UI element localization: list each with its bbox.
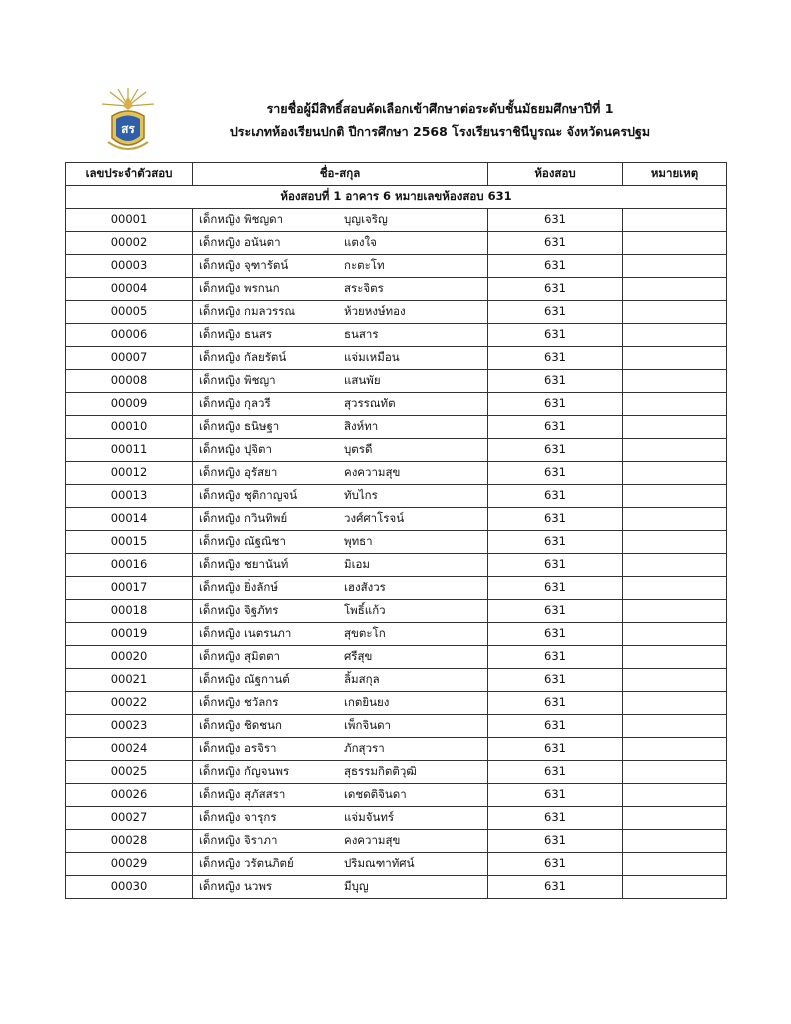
last-name: แตงใจ — [344, 235, 377, 250]
name-prefix: เด็กหญิง — [199, 672, 241, 687]
student-name-cell — [193, 485, 488, 508]
column-header-remark: หมายเหตุ — [623, 163, 727, 186]
name-prefix: เด็กหญิง — [199, 603, 241, 618]
table-row — [66, 416, 727, 439]
exam-room-cell: 631 — [488, 784, 623, 807]
exam-room-cell: 631 — [488, 761, 623, 784]
student-name-cell — [193, 577, 488, 600]
exam-id-cell: 00027 — [66, 807, 193, 830]
last-name: เฮงสังวร — [344, 580, 386, 595]
last-name: เดชดติจินดา — [344, 787, 407, 802]
remark-cell — [623, 830, 727, 853]
student-name-cell — [193, 209, 488, 232]
exam-room-cell: 631 — [488, 738, 623, 761]
student-name-cell — [193, 416, 488, 439]
column-header-exam-id: เลขประจำตัวสอบ — [66, 163, 193, 186]
name-prefix: เด็กหญิง — [199, 741, 241, 756]
name-prefix: เด็กหญิง — [199, 488, 241, 503]
last-name: ห้วยหงษ์ทอง — [344, 304, 406, 319]
exam-id-cell: 00015 — [66, 531, 193, 554]
first-name: อรจิรา — [244, 741, 277, 756]
exam-room-cell: 631 — [488, 278, 623, 301]
table-header-row — [66, 163, 727, 186]
last-name: คงความสุข — [344, 833, 401, 848]
table-row — [66, 830, 727, 853]
name-prefix: เด็กหญิง — [199, 787, 241, 802]
exam-id-cell: 00011 — [66, 439, 193, 462]
last-name: ทับไกร — [344, 488, 378, 503]
last-name: สุวรรณทัต — [344, 396, 396, 411]
first-name: กุลวรี — [244, 396, 271, 411]
last-name: แจ่มจันทร์ — [344, 810, 395, 825]
column-header-room: ห้องสอบ — [488, 163, 623, 186]
remark-cell — [623, 738, 727, 761]
remark-cell — [623, 255, 727, 278]
table-row — [66, 761, 727, 784]
first-name: พรกนก — [244, 281, 280, 296]
student-name-cell — [193, 370, 488, 393]
school-emblem-icon — [98, 86, 158, 158]
table-row — [66, 876, 727, 899]
last-name: ศรีสุข — [344, 649, 373, 664]
name-prefix: เด็กหญิง — [199, 626, 241, 641]
student-name-cell — [193, 646, 488, 669]
student-name-cell — [193, 439, 488, 462]
remark-cell — [623, 646, 727, 669]
student-name-cell — [193, 623, 488, 646]
exam-id-cell: 00022 — [66, 692, 193, 715]
exam-room-cell: 631 — [488, 830, 623, 853]
table-row — [66, 577, 727, 600]
student-name-cell — [193, 531, 488, 554]
table-row — [66, 784, 727, 807]
table-row — [66, 278, 727, 301]
student-name-cell — [193, 807, 488, 830]
name-prefix: เด็กหญิง — [199, 879, 241, 894]
table-row — [66, 301, 727, 324]
column-header-name: ชื่อ-สกุล — [193, 163, 488, 186]
header-title-line2: ประเภทห้องเรียนปกติ ปีการศึกษา 2568 โรงเรียนราชินีบูรณะ จังหวัดนครปฐม — [229, 124, 651, 139]
student-name-cell — [193, 462, 488, 485]
table-row — [66, 209, 727, 232]
first-name: สุภัสสรา — [244, 787, 286, 802]
exam-id-cell: 00013 — [66, 485, 193, 508]
first-name: ชิดชนก — [244, 718, 282, 733]
last-name: บุญเจริญ — [344, 212, 388, 227]
exam-room-cell: 631 — [488, 531, 623, 554]
exam-id-cell: 00024 — [66, 738, 193, 761]
last-name: สระจิตร — [344, 281, 384, 296]
exam-room-cell: 631 — [488, 324, 623, 347]
remark-cell — [623, 485, 727, 508]
name-prefix: เด็กหญิง — [199, 419, 241, 434]
table-row — [66, 439, 727, 462]
last-name: เกตยินยง — [344, 695, 390, 710]
exam-id-cell: 00017 — [66, 577, 193, 600]
last-name: โพธิ์แก้ว — [344, 603, 386, 618]
first-name: ณัฐกานต์ — [244, 672, 290, 687]
exam-room-cell: 631 — [488, 416, 623, 439]
remark-cell — [623, 462, 727, 485]
student-name-cell — [193, 554, 488, 577]
last-name: สุธรรมกิตติวุฒิ — [344, 764, 417, 779]
table-row — [66, 554, 727, 577]
name-prefix: เด็กหญิง — [199, 465, 241, 480]
student-name-cell — [193, 669, 488, 692]
first-name: ยิ่งลักษ์ — [244, 580, 278, 595]
name-prefix: เด็กหญิง — [199, 327, 241, 342]
remark-cell — [623, 439, 727, 462]
last-name: ธนสาร — [344, 327, 379, 342]
exam-id-cell: 00001 — [66, 209, 193, 232]
remark-cell — [623, 370, 727, 393]
exam-room-cell: 631 — [488, 669, 623, 692]
student-name-cell — [193, 784, 488, 807]
student-name-cell — [193, 255, 488, 278]
remark-cell — [623, 577, 727, 600]
name-prefix: เด็กหญิง — [199, 373, 241, 388]
student-name-cell — [193, 876, 488, 899]
student-name-cell — [193, 738, 488, 761]
name-prefix: เด็กหญิง — [199, 557, 241, 572]
exam-id-cell: 00005 — [66, 301, 193, 324]
exam-room-cell: 631 — [488, 600, 623, 623]
table-row — [66, 646, 727, 669]
table-row — [66, 692, 727, 715]
table-row — [66, 623, 727, 646]
remark-cell — [623, 876, 727, 899]
exam-room-cell: 631 — [488, 370, 623, 393]
first-name: พิชญดา — [244, 212, 284, 227]
first-name: ปุจิตา — [244, 442, 272, 457]
first-name: วรัตนภิตย์ — [244, 856, 294, 871]
first-name: ณัฐณิชา — [244, 534, 286, 549]
exam-room-cell: 631 — [488, 485, 623, 508]
exam-id-cell: 00018 — [66, 600, 193, 623]
first-name: จารุกร — [244, 810, 277, 825]
exam-id-cell: 00008 — [66, 370, 193, 393]
last-name: คงความสุข — [344, 465, 401, 480]
first-name: กัญจนพร — [244, 764, 290, 779]
table-row — [66, 324, 727, 347]
name-prefix: เด็กหญิง — [199, 258, 241, 273]
header-title-line1: รายชื่อผู้มีสิทธิ์สอบคัดเลือกเข้าศึกษาต่อระดับชั้นมัธยมศึกษาปีที่ 1 — [266, 101, 614, 116]
remark-cell — [623, 232, 727, 255]
student-name-cell — [193, 232, 488, 255]
exam-id-cell: 00006 — [66, 324, 193, 347]
first-name: สุมิตตา — [244, 649, 280, 664]
remark-cell — [623, 416, 727, 439]
first-name: อุรัสยา — [244, 465, 278, 480]
last-name: พุทธา — [344, 534, 373, 549]
table-row — [66, 347, 727, 370]
exam-id-cell: 00016 — [66, 554, 193, 577]
student-name-cell — [193, 715, 488, 738]
remark-cell — [623, 531, 727, 554]
name-prefix: เด็กหญิง — [199, 350, 241, 365]
svg-text:สร: สร — [121, 122, 135, 136]
exam-room-cell: 631 — [488, 577, 623, 600]
last-name: เพ็กจินดา — [344, 718, 391, 733]
first-name: ชยานันท์ — [244, 557, 289, 572]
exam-room-cell: 631 — [488, 393, 623, 416]
student-name-cell — [193, 278, 488, 301]
name-prefix: เด็กหญิง — [199, 580, 241, 595]
remark-cell — [623, 508, 727, 531]
exam-room-cell: 631 — [488, 807, 623, 830]
first-name: ชวัลกร — [244, 695, 279, 710]
first-name: ธนิษฐา — [244, 419, 280, 434]
exam-room-cell: 631 — [488, 554, 623, 577]
exam-id-cell: 00026 — [66, 784, 193, 807]
student-name-cell — [193, 692, 488, 715]
exam-id-cell: 00023 — [66, 715, 193, 738]
room-title: ห้องสอบที่ 1 อาคาร 6 หมายเลขห้องสอบ 631 — [66, 186, 727, 209]
first-name: กวินทิพย์ — [244, 511, 288, 526]
last-name: แสนพัย — [344, 373, 381, 388]
exam-id-cell: 00007 — [66, 347, 193, 370]
exam-id-cell: 00012 — [66, 462, 193, 485]
exam-id-cell: 00021 — [66, 669, 193, 692]
exam-room-cell: 631 — [488, 623, 623, 646]
last-name: มีบุญ — [344, 879, 369, 894]
exam-room-cell: 631 — [488, 646, 623, 669]
student-name-cell — [193, 347, 488, 370]
remark-cell — [623, 347, 727, 370]
table-row — [66, 462, 727, 485]
student-name-cell — [193, 761, 488, 784]
student-name-cell — [193, 853, 488, 876]
exam-room-cell: 631 — [488, 255, 623, 278]
name-prefix: เด็กหญิง — [199, 764, 241, 779]
remark-cell — [623, 301, 727, 324]
name-prefix: เด็กหญิง — [199, 511, 241, 526]
document-header — [200, 97, 680, 143]
remark-cell — [623, 853, 727, 876]
room-title-row — [66, 186, 727, 209]
first-name: จิราภา — [244, 833, 278, 848]
last-name: ปริมณฑาทัศน์ — [344, 856, 415, 871]
name-prefix: เด็กหญิง — [199, 212, 241, 227]
remark-cell — [623, 692, 727, 715]
table-row — [66, 600, 727, 623]
name-prefix: เด็กหญิง — [199, 695, 241, 710]
last-name: มิเอม — [344, 557, 370, 572]
exam-id-cell: 00009 — [66, 393, 193, 416]
last-name: บุตรดี — [344, 442, 373, 457]
student-name-cell — [193, 600, 488, 623]
exam-room-cell: 631 — [488, 232, 623, 255]
exam-id-cell: 00002 — [66, 232, 193, 255]
table-row — [66, 669, 727, 692]
last-name: กะตะโท — [344, 258, 385, 273]
first-name: ธนสร — [244, 327, 273, 342]
exam-room-cell: 631 — [488, 301, 623, 324]
last-name: ลิ้มสกุล — [344, 672, 380, 687]
last-name: สิงห์ทา — [344, 419, 379, 434]
remark-cell — [623, 807, 727, 830]
name-prefix: เด็กหญิง — [199, 304, 241, 319]
table-row — [66, 853, 727, 876]
exam-room-cell: 631 — [488, 876, 623, 899]
remark-cell — [623, 600, 727, 623]
first-name: ชุติกาญจน์ — [244, 488, 298, 503]
first-name: อนันตา — [244, 235, 281, 250]
name-prefix: เด็กหญิง — [199, 856, 241, 871]
last-name: แจ่มเหมือน — [344, 350, 400, 365]
remark-cell — [623, 761, 727, 784]
exam-roster-table — [65, 162, 727, 899]
name-prefix: เด็กหญิง — [199, 810, 241, 825]
table-row — [66, 370, 727, 393]
table-row — [66, 715, 727, 738]
student-name-cell — [193, 301, 488, 324]
remark-cell — [623, 393, 727, 416]
remark-cell — [623, 715, 727, 738]
table-row — [66, 485, 727, 508]
student-name-cell — [193, 324, 488, 347]
exam-room-cell: 631 — [488, 347, 623, 370]
table-row — [66, 738, 727, 761]
student-name-cell — [193, 830, 488, 853]
exam-id-cell: 00003 — [66, 255, 193, 278]
last-name: สุขตะโก — [344, 626, 386, 641]
table-row — [66, 255, 727, 278]
name-prefix: เด็กหญิง — [199, 649, 241, 664]
table-row — [66, 232, 727, 255]
student-name-cell — [193, 393, 488, 416]
exam-id-cell: 00004 — [66, 278, 193, 301]
table-row — [66, 508, 727, 531]
table-row — [66, 531, 727, 554]
exam-room-cell: 631 — [488, 692, 623, 715]
exam-id-cell: 00019 — [66, 623, 193, 646]
name-prefix: เด็กหญิง — [199, 442, 241, 457]
first-name: พิชญา — [244, 373, 276, 388]
name-prefix: เด็กหญิง — [199, 718, 241, 733]
first-name: กัลยรัตน์ — [244, 350, 287, 365]
exam-id-cell: 00020 — [66, 646, 193, 669]
exam-id-cell: 00025 — [66, 761, 193, 784]
exam-room-cell: 631 — [488, 715, 623, 738]
exam-room-cell: 631 — [488, 439, 623, 462]
name-prefix: เด็กหญิง — [199, 833, 241, 848]
exam-id-cell: 00014 — [66, 508, 193, 531]
first-name: จุฑารัตน์ — [244, 258, 289, 273]
first-name: นวพร — [244, 879, 273, 894]
exam-room-cell: 631 — [488, 508, 623, 531]
last-name: ภักสุวรา — [344, 741, 385, 756]
name-prefix: เด็กหญิง — [199, 396, 241, 411]
first-name: จิฐภัทร — [244, 603, 279, 618]
last-name: วงศ์ศาโรจน์ — [344, 511, 405, 526]
table-row — [66, 807, 727, 830]
remark-cell — [623, 554, 727, 577]
exam-id-cell: 00028 — [66, 830, 193, 853]
remark-cell — [623, 623, 727, 646]
remark-cell — [623, 209, 727, 232]
exam-room-cell: 631 — [488, 209, 623, 232]
first-name: กมลวรรณ — [244, 304, 296, 319]
first-name: เนตรนภา — [244, 626, 292, 641]
exam-id-cell: 00029 — [66, 853, 193, 876]
exam-id-cell: 00010 — [66, 416, 193, 439]
exam-id-cell: 00030 — [66, 876, 193, 899]
student-name-cell — [193, 508, 488, 531]
remark-cell — [623, 324, 727, 347]
remark-cell — [623, 784, 727, 807]
exam-room-cell: 631 — [488, 853, 623, 876]
table-row — [66, 393, 727, 416]
name-prefix: เด็กหญิง — [199, 235, 241, 250]
name-prefix: เด็กหญิง — [199, 281, 241, 296]
name-prefix: เด็กหญิง — [199, 534, 241, 549]
remark-cell — [623, 669, 727, 692]
remark-cell — [623, 278, 727, 301]
exam-room-cell: 631 — [488, 462, 623, 485]
